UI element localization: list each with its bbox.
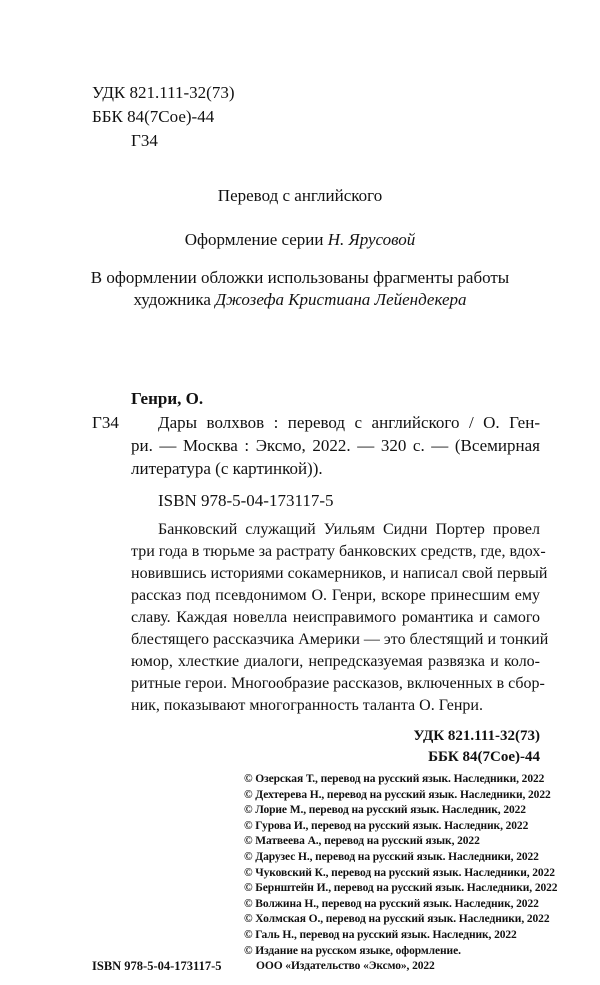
copyright-line: © Холмская О., перевод на русский язык. Наследники, 2022 [244,913,550,926]
series-design-note [0,229,600,251]
cover-note-line-2 [0,289,600,311]
udk-code-bold: УДК 821.111-32(73) [413,728,540,744]
annotation-line: рассказ под псевдонимом О. Генри, вскоре принесшим ему [131,587,540,604]
publisher-line: ООО «Издательство «Эксмо», 2022 [256,960,435,973]
bbk-code-bold: ББК 84(7Сое)-44 [428,749,540,765]
annotation-line: Банковский служащий Уильям Сидни Портер провел [158,521,540,538]
cover-artist-name: Джозефа Кристиана Лейендекера [215,290,467,309]
annotation-line: славу. Каждая новелла неисправимого романтика и самого [131,609,540,626]
copyright-line: © Лорие М., перевод на русский язык. Наследник, 2022 [244,804,526,817]
cover-note-line-1: В оформлении обложки использованы фрагменты работы [90,268,510,287]
footer-isbn: ISBN 978-5-04-173117-5 [92,959,222,974]
record-author-heading: Генри, О. [131,389,204,408]
annotation-line: три года в тюрьме за растрату банковских средств, где, вдох- [131,543,546,560]
copyright-line: © Бернштейн И., перевод на русский язык. Наследники, 2022 [244,882,558,895]
annotation-line: блестящего рассказчика Америки — это блестящий и тонкий [131,631,549,648]
record-isbn: ISBN 978-5-04-173117-5 [158,491,334,510]
copyright-line: © Издание на русском языке, оформление. [244,944,461,957]
series-design-prefix: Оформление серии [184,230,324,249]
author-mark: Г34 [131,131,158,150]
record-description-line-2: ри. — Москва : Эксмо, 2022. — 320 с. — (Всемирная [131,436,540,455]
translation-note: Перевод с английского [217,186,383,205]
annotation-line: ритные герои. Многообразие рассказов, включенных в сбор- [131,675,545,692]
record-description-line-1: Дары волхвов : перевод с английского / О. Ген- [158,413,540,432]
copyright-line: © Дехтерева Н., перевод на русский язык. Наследники, 2022 [244,788,551,801]
annotation-line-last: ник, показывают многогранность таланта О. Генри. [131,697,483,714]
copyright-line: © Матвеева А., перевод на русский язык, 2022 [244,835,480,848]
annotation-line: юмор, хлесткие диалоги, непредсказуемая развязка и коло- [131,653,540,670]
copyright-line: © Дарузес Н., перевод на русский язык. Наследники, 2022 [244,851,539,863]
udk-code: УДК 821.111-32(73) [92,83,235,102]
copyright-line: © Озерская Т., перевод на русский язык. Наследники, 2022 [244,773,545,785]
copyright-line: © Волжина Н., перевод на русский язык. Наследник, 2022 [244,897,539,910]
copyright-line: © Гурова И., перевод на русский язык. Наследник, 2022 [244,819,529,832]
cover-note-prefix: художника [133,290,211,309]
record-description-line-3: литература (с картинкой)). [131,459,323,478]
annotation-line: новившись историями сокамерников, и написал свой первый [131,565,548,582]
record-author-mark: Г34 [92,413,119,432]
series-designer-name: Н. Ярусовой [327,230,416,249]
copyright-line: © Чуковский К., перевод на русский язык. Наследники, 2022 [244,866,555,879]
bbk-code: ББК 84(7Сое)-44 [92,107,215,126]
copyright-line: © Галь Н., перевод на русский язык. Наследник, 2022 [244,929,517,941]
